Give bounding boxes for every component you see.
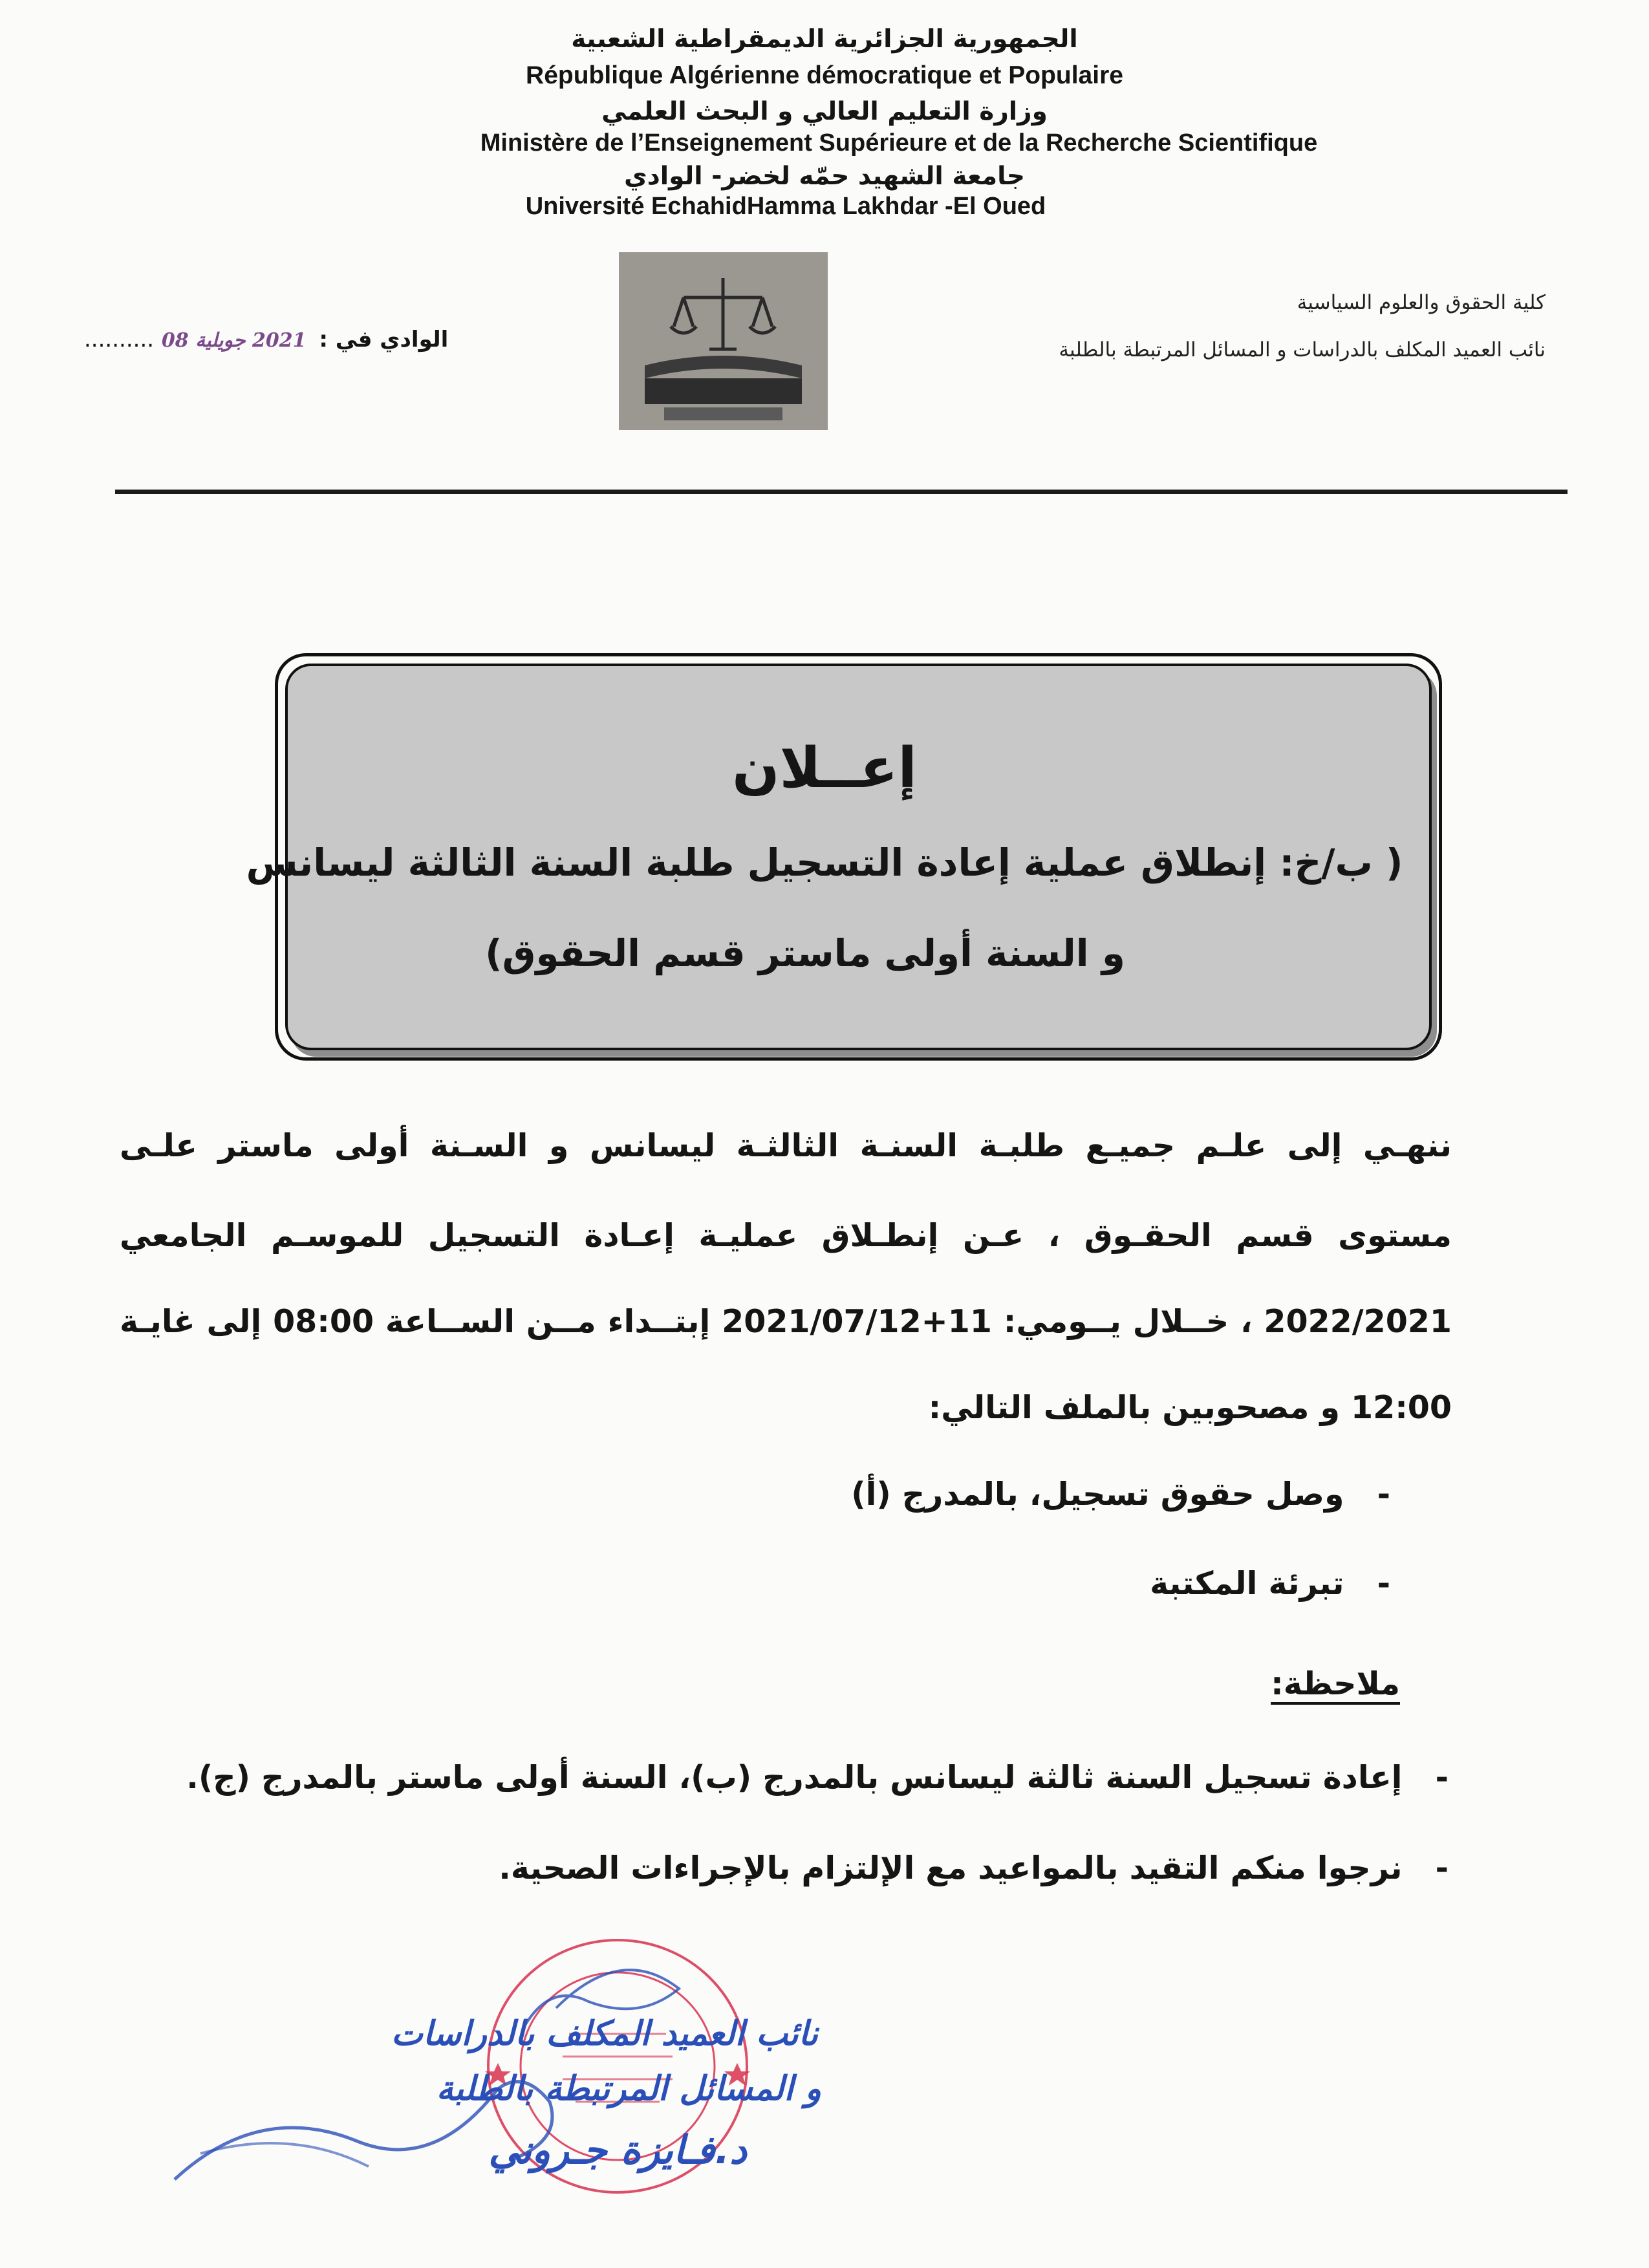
handwritten-signature — [162, 2063, 614, 2205]
list-dash: - — [1344, 1565, 1390, 1602]
required-item-text: وصل حقوق تسجيل، بالمدرج (أ) — [851, 1476, 1344, 1513]
ministry-name-ar: وزارة التعليم العالي و البحث العلمي — [601, 97, 1048, 126]
date-line — [84, 327, 448, 352]
list-dash: - — [1402, 1759, 1449, 1796]
note-item — [499, 1850, 1449, 1886]
notice-subtitle-line1: ( ب/خ: إنطلاق عملية إعادة التسجيل طلبة السنة الثالثة ليسانس — [246, 841, 1403, 885]
required-item — [851, 1476, 1390, 1513]
republic-name-ar: الجمهورية الجزائرية الديمقراطية الشعبية — [571, 25, 1078, 54]
date-label: الوادي في : — [319, 327, 449, 352]
body-line-4: 12:00 و مصحوبين بالملف التالي: — [928, 1389, 1452, 1426]
body-line-2: مستوى قسم الحقـوق ، عـن إنطـلاق عمليـة إعـادة التسجيل للموسـم الجامعي — [120, 1217, 1452, 1254]
list-dash: - — [1402, 1850, 1449, 1886]
notice-subtitle-line2: و السنة أولى ماستر قسم الحقوق) — [485, 931, 1125, 975]
date-dots: .......... — [84, 327, 155, 352]
list-dash: - — [1344, 1476, 1390, 1513]
faculty-logo — [619, 252, 828, 430]
note-heading: ملاحظة: — [1271, 1665, 1400, 1702]
signature-line-2: و المسائل المرتبطة بالطلبة — [436, 2069, 821, 2108]
university-name-ar: جامعة الشهيد حمّه لخضر- الوادي — [624, 162, 1025, 191]
note-item — [186, 1759, 1449, 1796]
date-stamp: 2021 جويلية 08 — [161, 329, 307, 352]
required-item-text: تبرئة المكتبة — [1150, 1565, 1344, 1602]
vice-dean-title: نائب العميد المكلف بالدراسات و المسائل المرتبطة بالطلبة — [1059, 338, 1546, 362]
body-line-1: ننهـي إلى علـم جميـع طلبـة السنـة الثالثـة ليسانس و السـنة أولى ماستر علـى — [120, 1127, 1452, 1164]
note-item-text: نرجوا منكم التقيد بالمواعيد مع الإلتزام بالإجراءات الصحية. — [499, 1850, 1403, 1886]
university-name-fr: Université EchahidHamma Lakhdar -El Oued — [525, 193, 1046, 220]
ministry-name-fr: Ministère de l’Enseignement Supérieure et de la Recherche Scientifique — [480, 129, 1318, 157]
header-divider — [115, 490, 1568, 494]
notice-title: إعــلان — [732, 736, 917, 801]
signature-name: د.فـايزة جـروني — [488, 2128, 747, 2173]
republic-name-fr: République Algérienne démocratique et Populaire — [526, 61, 1123, 89]
signature-line-1: نائب العميد المكلف بالدراسات — [391, 2014, 818, 2053]
note-item-text: إعادة تسجيل السنة ثالثة ليسانس بالمدرج (ب)، السنة أولى ماستر بالمدرج (ج). — [186, 1759, 1403, 1796]
faculty-name: كلية الحقوق والعلوم السياسية — [1297, 291, 1546, 314]
body-line-3: 2022/2021 ، خــلال يــومي: 11+2021/07/12 إبتــداء مــن الســاعة 08:00 إلى غايـة — [120, 1303, 1452, 1340]
required-item — [1150, 1565, 1390, 1602]
